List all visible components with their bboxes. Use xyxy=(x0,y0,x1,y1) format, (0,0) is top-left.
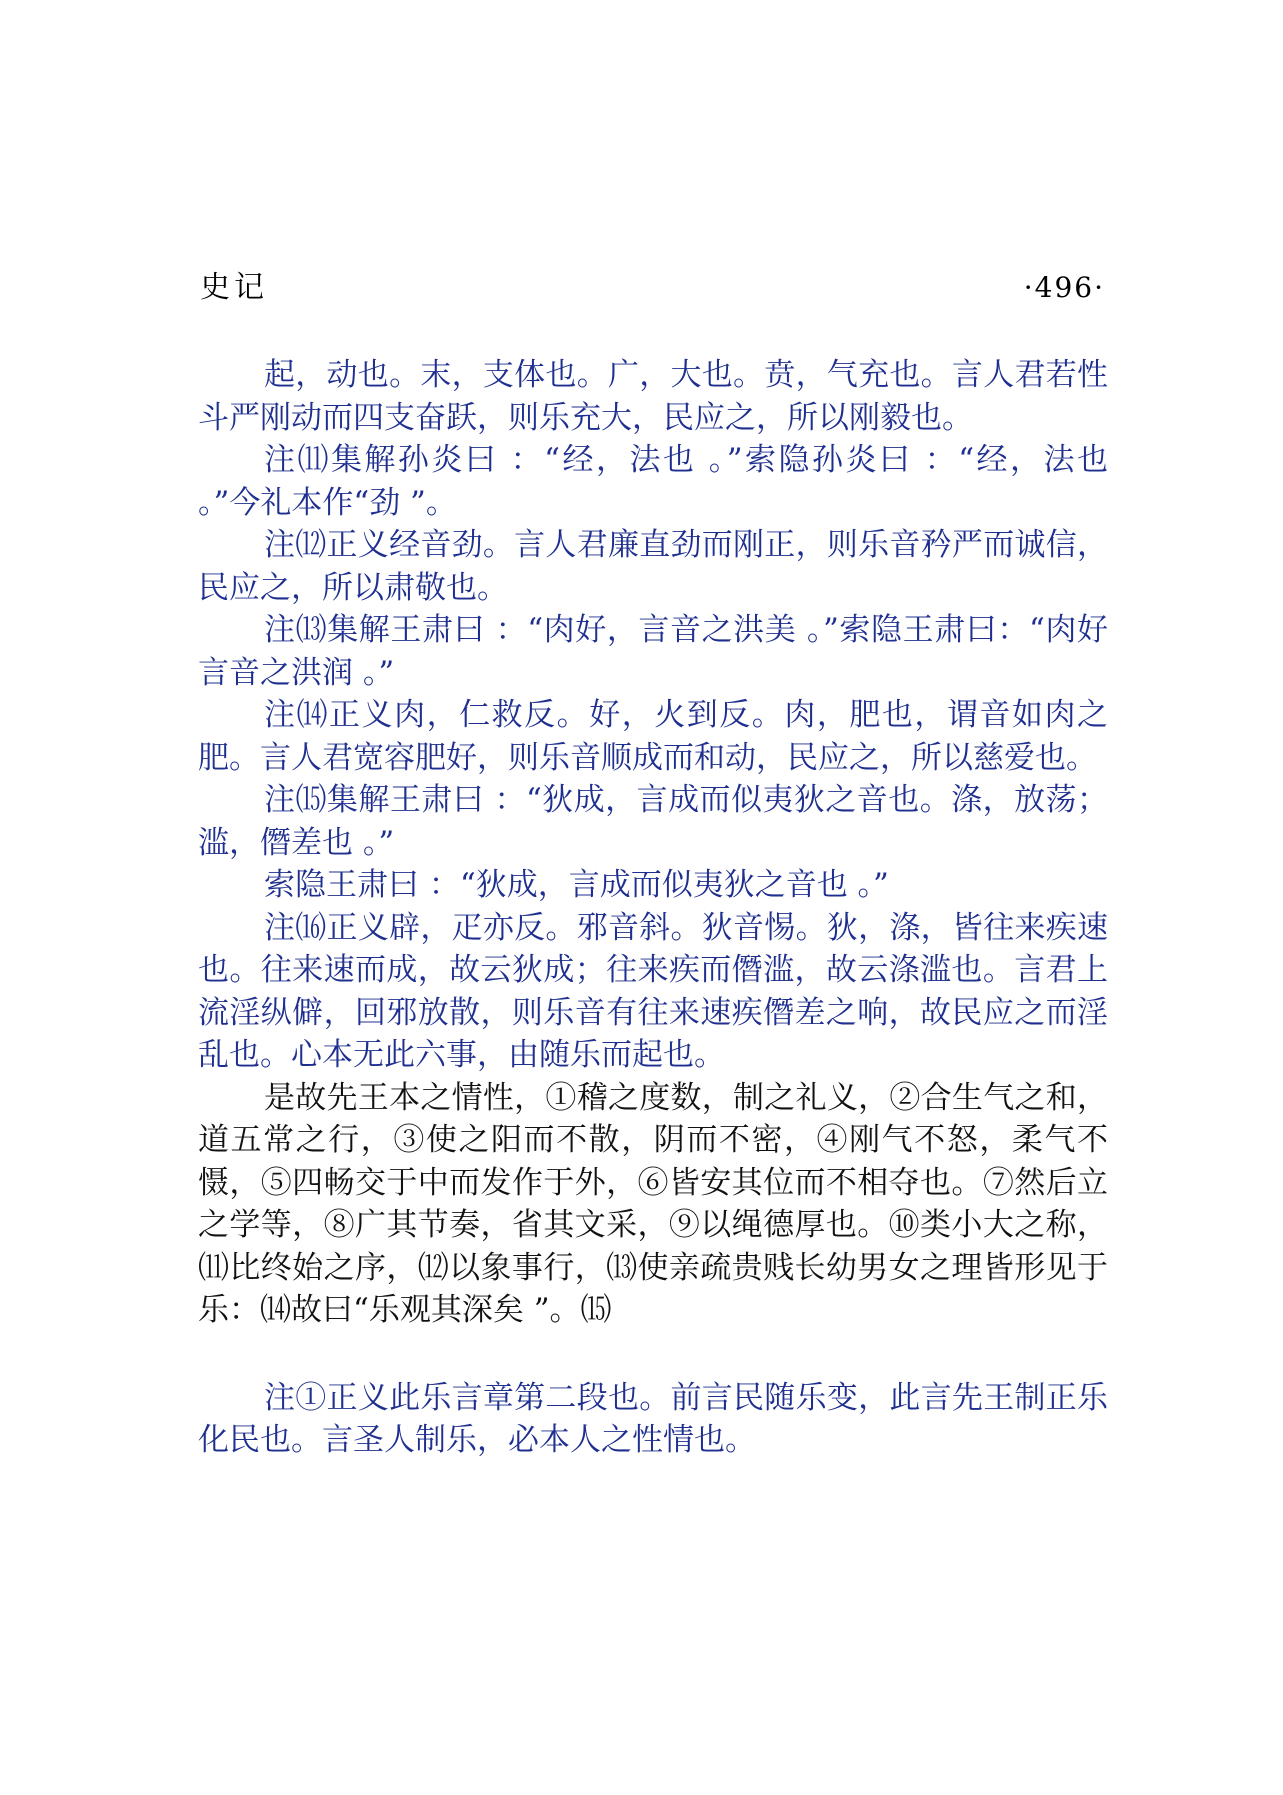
page-number: ·496· xyxy=(1023,271,1105,304)
note-13: 注⒀集解王肃曰 ：“肉好，言音之洪美 。”索隐王肃曰：“肉好言音之洪润 。” xyxy=(198,612,1108,691)
main-text-paragraph: 是故先王本之情性，①稽之度数，制之礼义，②合生气之和，道五常之行，③使之阳而不散，阴而不密，④刚气不怒，柔气不慑，⑤四畅交于中而发作于外，⑥皆安其位而不相夺也。⑦然后立之学等，⑧广其节奏，省其文采，⑨以绳德厚也。⑩类小大之称，⑾比终始之序，⑿以象事行，⒀使亲疏贵贱长幼男女之理皆形见于乐：⒁故曰“乐观其深矣 ”。⒂ xyxy=(198,1079,1108,1328)
note-14: 注⒁正义肉，仁救反。好，火到反。肉，肥也，谓音如肉之肥。言人君宽容肥好，则乐音顺成而和动，民应之，所以慈爱也。 xyxy=(198,697,1108,776)
paragraph-1: 起，动也。末，支体也。广，大也。贲，气充也。言人君若性斗严刚动而四支奋跃，则乐充大，民应之，所以刚毅也。 xyxy=(198,357,1108,436)
note-12: 注⑿正义经音劲。言人君廉直劲而刚正，则乐音矜严而诚信，民应之，所以肃敬也。 xyxy=(198,527,1108,606)
page-body xyxy=(198,354,1108,1462)
note-1: 注①正义此乐言章第二段也。前言民随乐变，此言先王制正乐化民也。言圣人制乐，必本人之性情也。 xyxy=(198,1379,1108,1458)
note-16: 注⒃正义辟，疋亦反。邪音斜。狄音惕。狄，涤，皆往来疾速也。往来速而成，故云狄成；往来疾而僭滥，故云涤滥也。言君上流淫纵僻，回邪放散，则乐音有往来速疾僭差之响，故民应之而淫乱也。心本无此六事，由随乐而起也。 xyxy=(198,909,1108,1073)
note-15-suoyin: 索隐王肃曰 ：“狄成，言成而似夷狄之音也 。” xyxy=(264,867,889,903)
book-title: 史记 xyxy=(200,270,268,305)
note-11: 注⑾集解孙炎曰 ：“经，法也 。”索隐孙炎曰 ：“经，法也 。”今礼本作“劲 ”。 xyxy=(198,442,1108,521)
note-15: 注⒂集解王肃曰 ：“狄成，言成而似夷狄之音也。涤，放荡；滥，僭差也 。” xyxy=(198,782,1108,861)
